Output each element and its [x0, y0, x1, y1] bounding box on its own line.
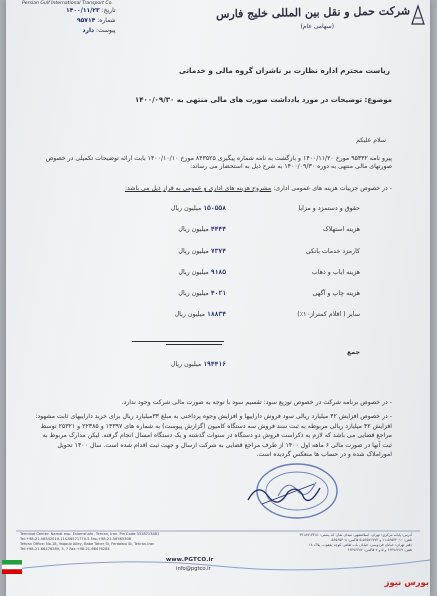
expense-amount: ۱۵۰۵۵۸	[203, 205, 226, 212]
sum-divider	[132, 341, 224, 342]
signature-icon	[244, 478, 324, 508]
meta-date-label: تاریخ:	[101, 7, 116, 14]
meta-number	[66, 17, 116, 27]
footer-line: Terminal Center: Namat exp. Eslamshahr, Tehran, Iran. Pin Code:3318713481	[20, 532, 160, 536]
footer-line: تلفن: ۵۶۵۴۲۰۱۰-۱۱ و ۵۶۵۷۱۷۷۴-۵ فاکس: ۵۶۵۶۵۳۰۸	[331, 537, 412, 542]
expense-amount: ۱۸۸۳۴	[207, 311, 226, 318]
paragraph-intro: پیرو نامه ۹۵۳۳۲ مورخ ۱۴۰۰/۱۱/۲۰ و بازگشت به نامه شماره پیگیری ۸۴۳۵۲۵ مورخ ۱۴۰۰/۱۰/۱۰ بابت ارائه توضیحات تکمیلی در خصوص صورتهای مالی منتهی به دوره ۱۴۰۰/۰۹/۳۰ به شرح ذیل به استحضار می رساند:	[45, 155, 392, 171]
total-amount: ۱۹۴۴۱۶	[203, 361, 226, 368]
total-unit: میلیون ریال	[170, 361, 202, 368]
expense-unit: میلیون ریال	[174, 311, 206, 318]
expense-amount: ۴۴۴۴	[210, 226, 226, 233]
total-value	[171, 361, 226, 370]
letter-page	[6, 0, 430, 596]
greeting: سلام علیکم	[356, 137, 386, 144]
paragraph-asset-sale: - در خصوص افزایش ۴۲ میلیارد ریالی سود فروش داراییها و افزایش وجوه پرداختی به مبلغ ۳۳میلیارد ریال برای خرید داراییهای ثابت مشهود: افزایش ۴۲ میلیارد ریالی مربوطه به ثبت سند فروش سه دستگاه کامیون (گزارش پیوست) به شماره های ۱۳۳۹۷ و ۲۲۳۸۵ و ۲۵۳۲۱ توسط مراجع قضایی می باشد که لازم به ذکراست فروش دو دستگاه در سنوات گذشته و یک دستگاه امسال انجام گرفته. لیکن مدارک مربوط به ثبت آنها در صورت مالی ۶ ماهه اول ۱۴۰۰ از طرف مراجع قضایی به شرکت ارسال و جهت ثبت اقدام شده است. سال ۱۴۰۰ تحویل اموراملاک شده و در حساب ها منعکس گردیده است.	[35, 413, 392, 459]
footer-line: Tel:+98-21-66476289, 5, 7 Fax:+98-21-66476284	[20, 546, 110, 551]
footer-line: تلفن: ۶۶۴۷۶۲۸۹ و ۵ و ۷ فاکس: ۶۶۴۷۶۲۸۴	[347, 547, 412, 552]
section-intro: - در خصوص جزییات هزینه های عمومی اداری:	[273, 185, 392, 192]
footer-line: آدرس: پایانه مرکزی: تهران، اسلامشهر، میدان نماز، کد پستی: ۳۳۱۸۷۱۳۴۸۱	[299, 533, 412, 537]
letter-meta	[66, 7, 116, 37]
expense-unit: میلیون ریال	[178, 290, 209, 297]
expense-value	[171, 205, 226, 214]
company-logo-icon	[410, 4, 426, 26]
footer-line: Tel:+98-21-56542010-11&56571774-5 Fax:+98-21-56565308	[20, 536, 132, 541]
expense-value	[178, 248, 226, 257]
expense-value	[178, 226, 226, 235]
meta-number-value: ۹۵۷۱۴	[76, 17, 96, 24]
expense-label: هزینه چاپ و آگهی	[312, 290, 360, 297]
meta-attachment-value: دارد	[82, 27, 95, 34]
expense-label: هزینه ایاب و ذهاب	[311, 269, 360, 276]
expense-label: کارمزد خدمات بانکی	[305, 248, 360, 255]
meta-attachment	[66, 27, 116, 37]
section-admin-expenses	[125, 185, 392, 193]
subject-line: موضوع: توضیحات در مورد یادداشت صورت های مالی منتهی به ۱۴۰۰/۰۹/۳۰	[135, 96, 392, 104]
expense-label: هزینه استهلاک	[322, 226, 360, 233]
paragraph-dividend: - در خصوص برنامه شرکت در خصوص توزیع سود: تقسیم سود با توجه به صورت مالی شرکت وجود ندارد.	[121, 399, 392, 406]
footer-line: Tehran Office: No.18, Yaqoub Alley, Babe Taher St, Ferdowsi St, Tehran-Iran	[20, 541, 155, 546]
sum-divider	[166, 344, 222, 345]
expense-unit: میلیون ریال	[178, 248, 209, 255]
expense-unit: میلیون ریال	[178, 226, 209, 233]
meta-attachment-label: پیوست:	[96, 27, 116, 34]
company-note: (سهامی عام)	[300, 23, 334, 30]
section-underlined: مشروح هزینه های اداری و عمومی به قرار ذیل می باشد:	[124, 185, 272, 192]
flag-icon	[2, 560, 22, 574]
footer-english-address	[20, 532, 159, 551]
expense-value	[178, 290, 226, 299]
expense-amount: ۷۳۷۴	[210, 248, 226, 255]
expense-amount: ۴۰۲۱	[210, 290, 226, 297]
footer-persian-address	[300, 533, 413, 552]
email-link[interactable]: info@pgtco.ir	[176, 566, 211, 572]
addressee: ریاست محترم اداره نظارت بر ناشران گروه مالی و خدماتی	[178, 66, 390, 75]
website-link[interactable]: www.PGTCO.ir	[166, 557, 214, 563]
expense-value	[175, 311, 226, 320]
company-english-name: Persian Gulf International Transport Co.	[22, 1, 113, 6]
expense-unit: میلیون ریال	[170, 205, 202, 212]
expense-amount: ۹۱۸۵	[210, 269, 226, 276]
total-label: جمع	[346, 349, 360, 356]
expense-label: حقوق و دستمزد و مزایا	[298, 205, 360, 212]
footer-line: دفتر تهران: خیابان فردوسی، خیابان باب طاهر، کوچه یعقوب، پلاک ۱۸	[308, 542, 412, 547]
company-name: شرکت حمل و نقل بین المللی خلیج فارس	[215, 4, 411, 21]
expense-value	[178, 269, 226, 278]
news-watermark: بورس نیوز	[384, 577, 429, 587]
meta-date-value: ۱۴۰۰/۱۱/۲۳	[66, 7, 100, 14]
meta-date	[66, 7, 116, 17]
meta-number-label: شماره:	[97, 17, 116, 24]
expense-label: سایر ( اقلام کمتراز۱۰٪)	[297, 311, 360, 318]
expense-unit: میلیون ریال	[178, 269, 209, 276]
